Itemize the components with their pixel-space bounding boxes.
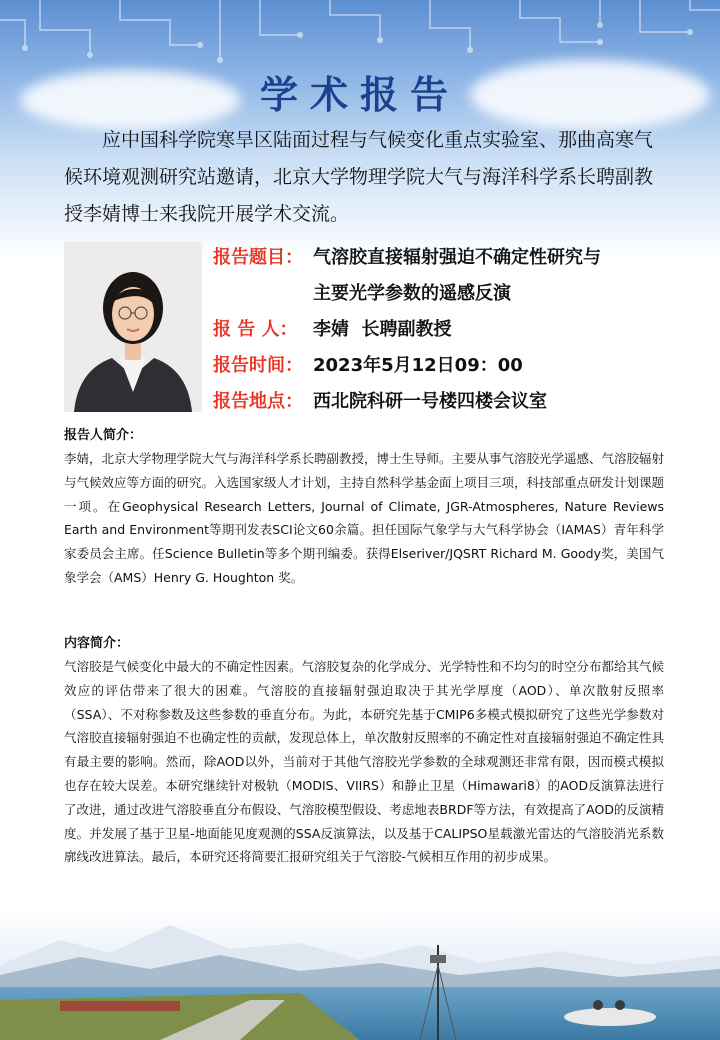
page-title: 学术报告 (259, 73, 460, 117)
report-topic-label: 报告题目： (213, 247, 303, 268)
report-speaker-label: 报 告 人： (213, 319, 298, 340)
report-time-label: 报告时间： (213, 355, 303, 376)
report-place-row (213, 384, 693, 420)
report-topic-line2: 主要光学参数的遥感反演 (313, 283, 511, 304)
report-time-row (213, 348, 693, 384)
report-place-label: 报告地点： (213, 391, 303, 412)
content-text: 气溶胶是气候变化中最大的不确定性因素。气溶胶复杂的化学成分、光学特性和不均匀的时空分布都给其气候效应的评估带来了很大的困难。气溶胶的直接辐射强迫取决于其光学厚度（AOD）、单次散射反照率（SSA）、不对称参数及这些参数的垂直分布。为此，本研究先基于CMIP6多模式模拟研究了这些光学参数对气溶胶直接辐射强迫不也确定性的贡献，发现总体上，单次散射反照率的不确定性对直接辐射强迫不确定性具有最主要的影响。然而，除AOD以外，当前对于其他气溶胶光学参数的全球观测还非常有限，因而模式模拟也存在较大误差。本研究继续针对极轨（MODIS、VIIRS）和静止卫星（Himawari8）的AOD反演算法进行了改进，通过改进气溶胶垂直分布假设、气溶胶模型假设、考虑地表BRDF等方法，有效提高了AOD的反演精度。并发展了基于卫星-地面能见度观测的SSA反演算法，以及基于CALIPSO星载激光雷达的气溶胶消光系数廓线改进算法。最后，本研究还将简要汇报研究组关于气溶胶-气候相互作用的初步成果。 (64, 659, 665, 865)
report-time-value: 2023年5月12日09：00 (313, 355, 523, 376)
bio-heading: 报告人简介： (64, 428, 143, 443)
report-topic-row-continued (213, 276, 693, 312)
intro-paragraph: 应中国科学院寒旱区陆面过程与气候变化重点实验室、那曲高寒气候环境观测研究站邀请，北京大学物理学院大气与海洋科学系长聘副教授李婧博士来我院开展学术交流。 (64, 129, 654, 225)
landscape-banner-image (0, 905, 720, 1040)
report-topic-row (213, 240, 693, 276)
bio-text: 李婧，北京大学物理学院大气与海洋科学系长聘副教授，博士生导师。主要从事气溶胶光学遥感、气溶胶辐射与气候效应等方面的研究。入选国家级人才计划，主持自然科学基金面上项目三项，科技部重点研发计划课题一项。在Geophysical Research Letters, Journal of Climate, JGR-Atmospheres, Nature Reviews Earth and Environment等期刊发表SCI论文60余篇。担任国际气象学与大气科学协会（IAMAS）青年科学家委员会主席。任Science Bulletin等多个期刊编委。获得Elseriver/JQSRT Richard M. Goody奖，美国气象学会（AMS）Henry G. Houghton 奖。 (64, 451, 665, 585)
speaker-photo (64, 242, 202, 412)
report-speaker-row (213, 312, 693, 348)
report-place-value: 西北院科研一号楼四楼会议室 (313, 391, 547, 412)
report-topic-line1: 气溶胶直接辐射强迫不确定性研究与 (313, 247, 601, 268)
report-speaker-value: 李婧 长聘副教授 (313, 319, 452, 340)
content-heading: 内容简介： (64, 636, 130, 651)
report-info (213, 240, 693, 420)
